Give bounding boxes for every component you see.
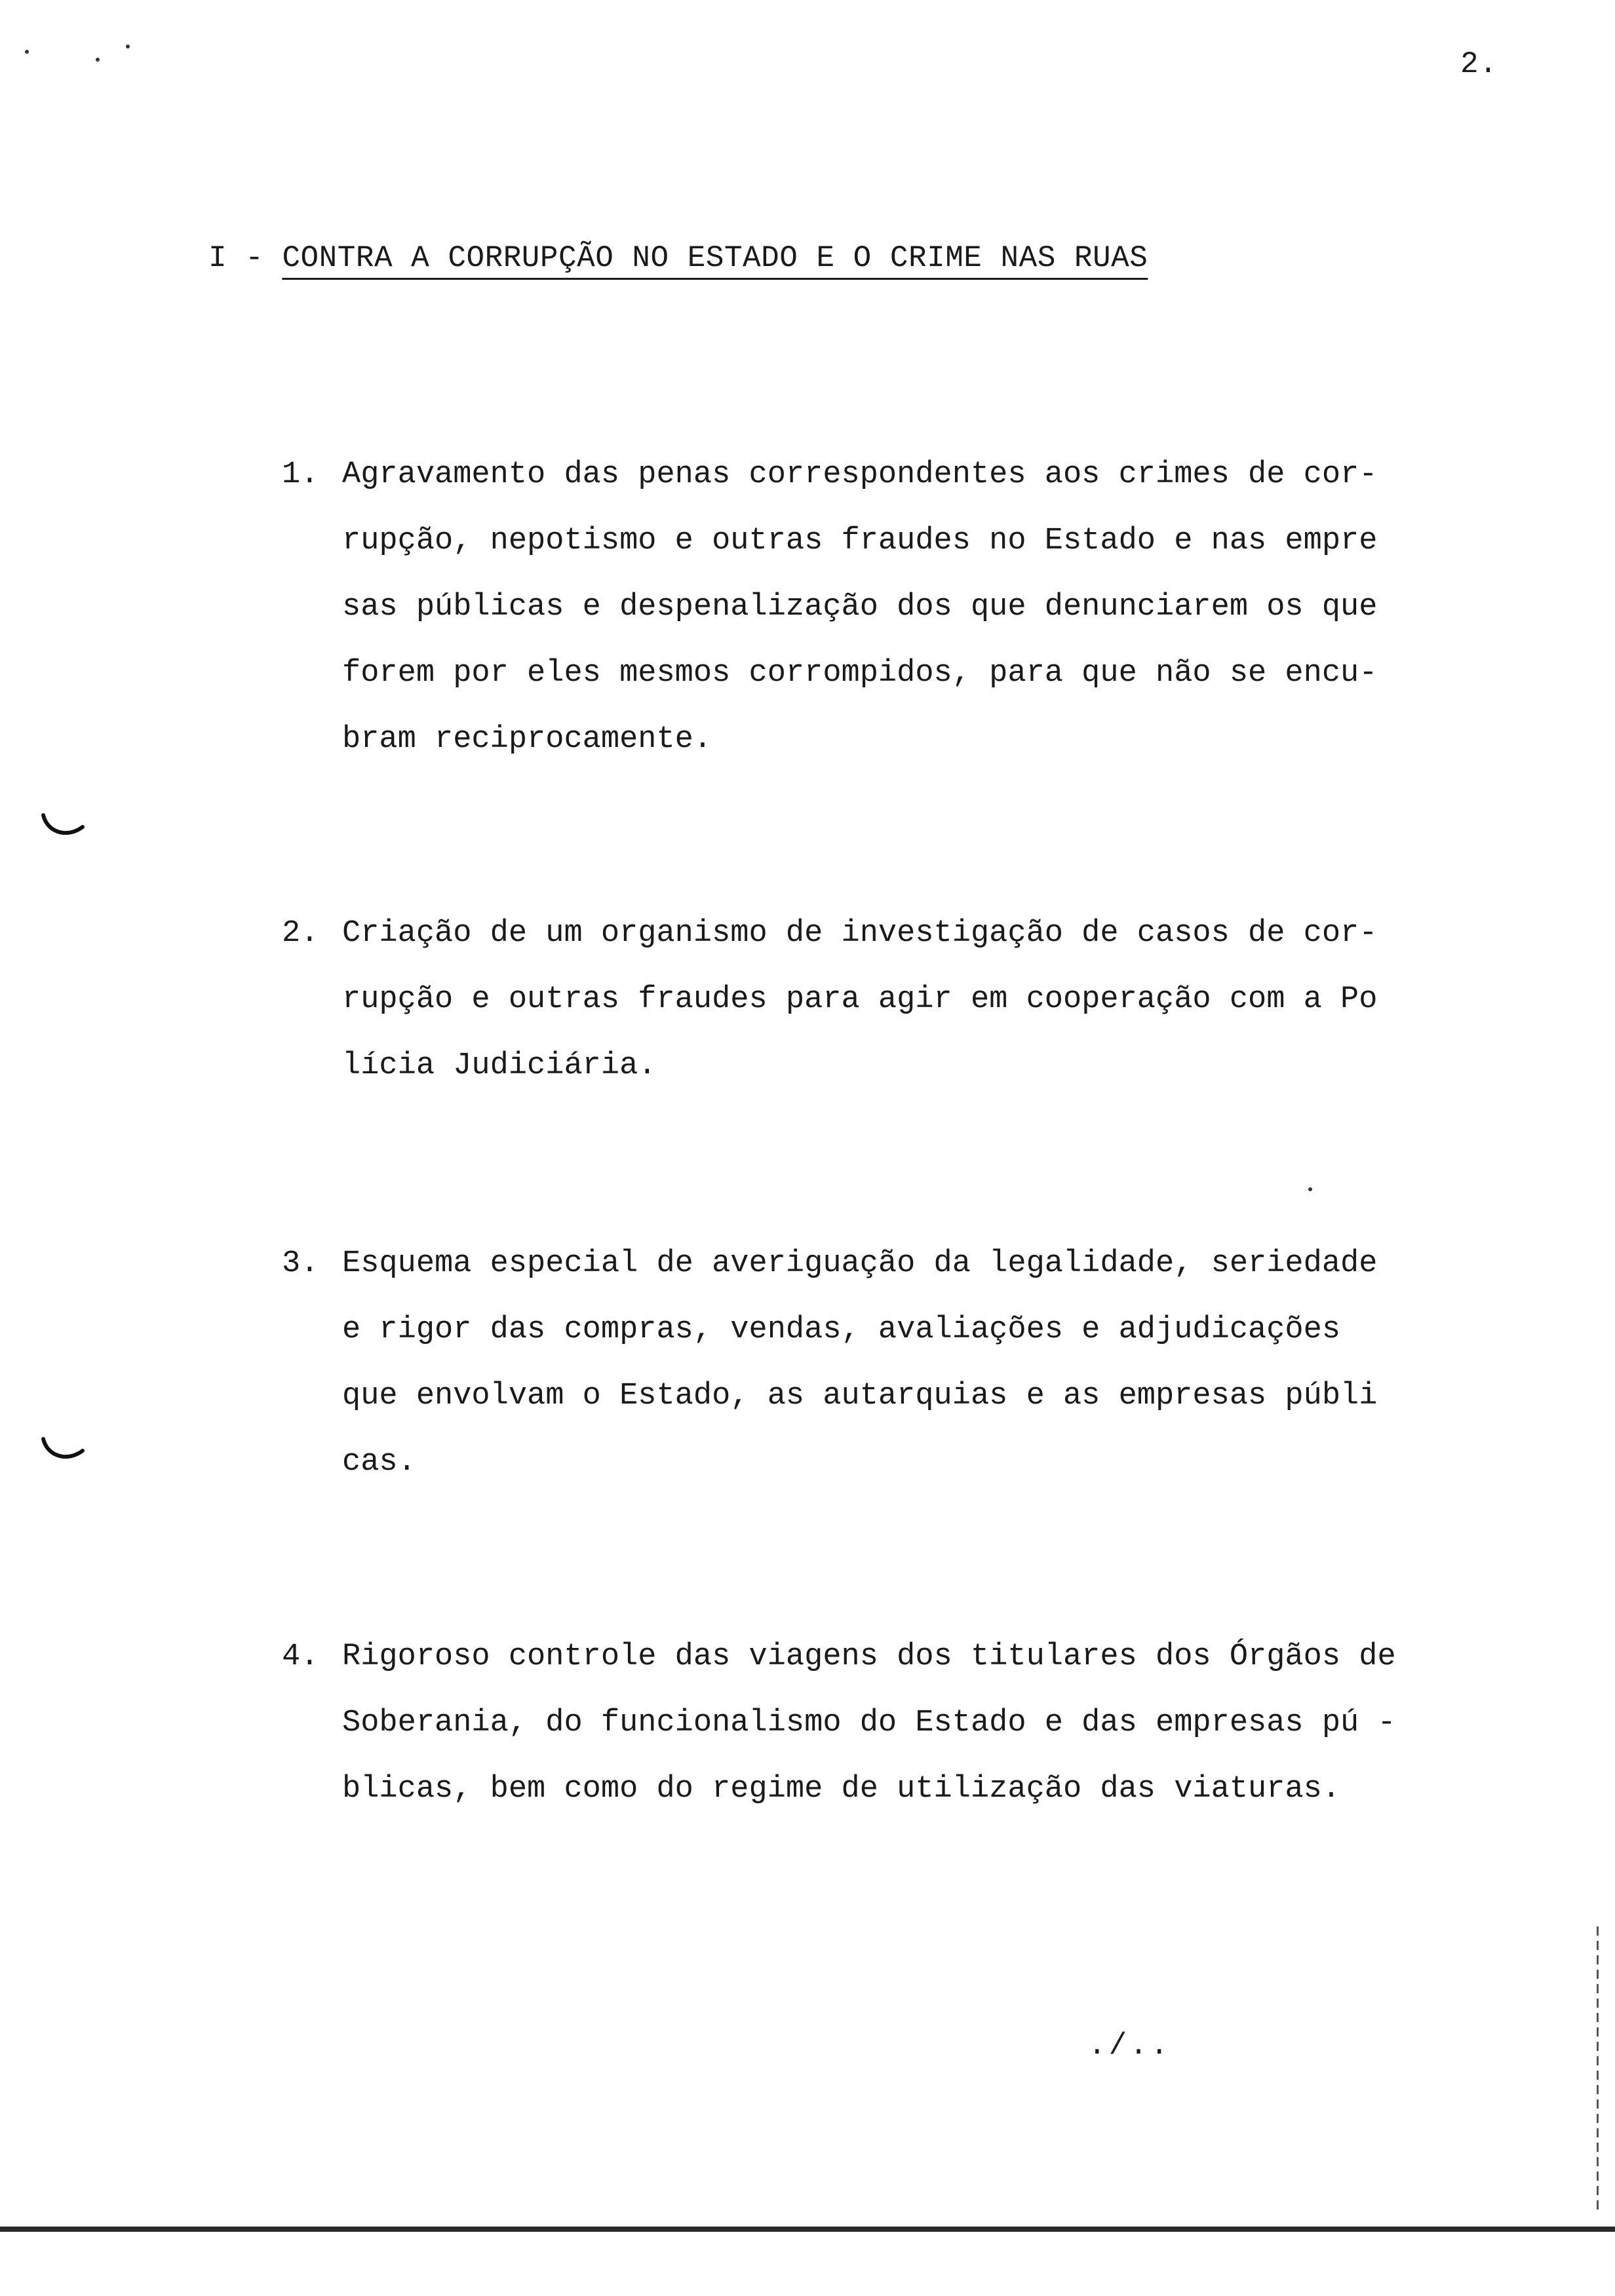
section-roman: I - (208, 241, 264, 275)
item-line: sas públicas e despenalização dos que denunciarem os que (342, 590, 1378, 624)
margin-check-mark (41, 1436, 85, 1463)
scan-speck (25, 50, 29, 54)
item-number: 3. (282, 1246, 319, 1281)
item-line: que envolvam o Estado, as autarquias e as empresas públi (342, 1379, 1378, 1413)
item-line: Soberania, do funcionalismo do Estado e das empresas pú - (342, 1706, 1396, 1740)
list-item (282, 1231, 1475, 1495)
item-number: 4. (282, 1639, 319, 1674)
item-line: Esquema especial de averiguação da legalidade, seriedade (342, 1246, 1378, 1281)
section-title: CONTRA A CORRUPÇÃO NO ESTADO E O CRIME NAS RUAS (282, 241, 1148, 275)
item-line: Agravamento das penas correspondentes aos crimes de cor- (342, 457, 1378, 492)
item-line: blicas, bem como do regime de utilização das viaturas. (342, 1772, 1341, 1807)
item-number: 2. (282, 916, 319, 951)
item-number: 1. (282, 457, 319, 492)
item-line: lícia Judiciária. (342, 1048, 657, 1083)
item-line: bram reciprocamente. (342, 722, 712, 757)
scan-speck (96, 58, 100, 62)
page-number: 2. (1460, 47, 1498, 81)
list-item (282, 1624, 1475, 1822)
list-item (282, 442, 1475, 773)
item-line: rupção, nepotismo e outras fraudes no Estado e nas empre (342, 524, 1378, 558)
scan-speck (126, 45, 130, 48)
scan-edge-artifact (1597, 1926, 1599, 2215)
item-line: e rigor das compras, vendas, avaliações e adjudicações (342, 1312, 1341, 1347)
bottom-rule (0, 2227, 1615, 2232)
list-item (282, 900, 1475, 1099)
item-line: cas. (342, 1445, 416, 1480)
item-line: forem por eles mesmos corrompidos, para que não se encu- (342, 656, 1378, 691)
margin-check-mark (41, 813, 85, 839)
item-line: Criação de um organismo de investigação de casos de cor- (342, 916, 1378, 951)
item-line: rupção e outras fraudes para agir em cooperação com a Po (342, 982, 1378, 1017)
continuation-mark: ./.. (1088, 2029, 1171, 2063)
item-line: Rigoroso controle das viagens dos titulares dos Órgãos de (342, 1639, 1396, 1674)
section-heading (208, 241, 1148, 275)
scan-speck (1308, 1187, 1312, 1191)
